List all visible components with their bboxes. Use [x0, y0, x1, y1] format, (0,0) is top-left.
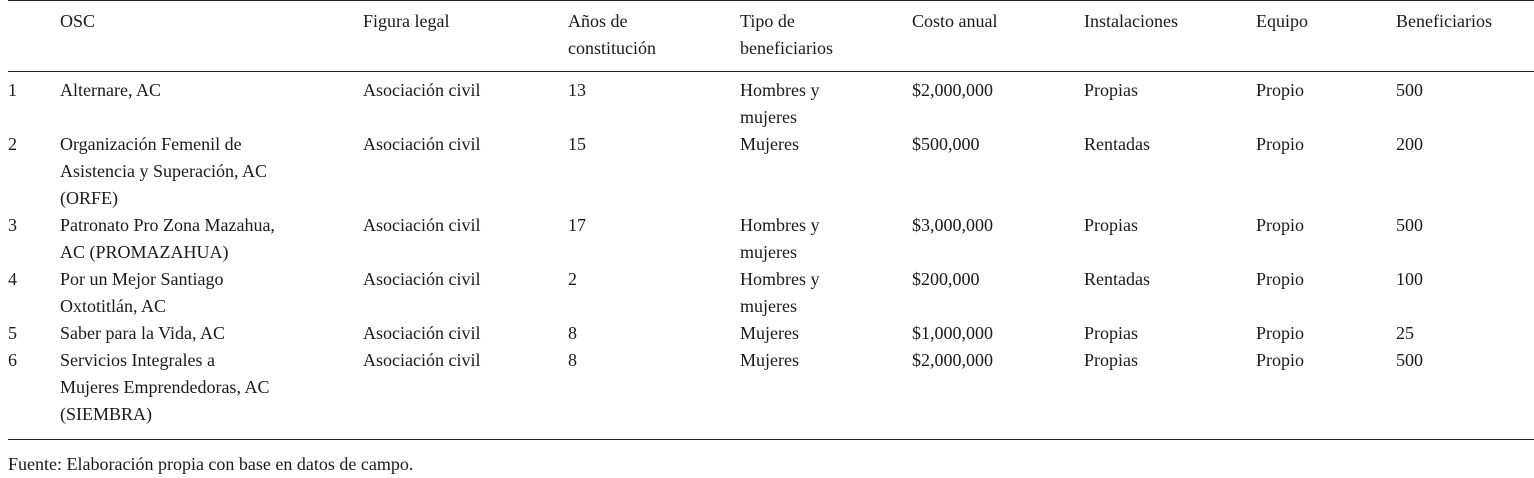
cell-tipo-beneficiarios-line: Mujeres: [740, 323, 799, 343]
header-anos-line1: Años de: [568, 11, 628, 31]
cell-figura-legal: Asociación civil: [363, 323, 481, 343]
cell-osc: [60, 347, 363, 440]
table-row: [8, 266, 1534, 320]
cell-costo-anual: $500,000: [912, 134, 980, 154]
cell-anos: 8: [568, 350, 577, 370]
cell-tipo-beneficiarios-line: mujeres: [740, 296, 797, 316]
cell-beneficiarios: 500: [1396, 350, 1423, 370]
cell-tipo-beneficiarios-line: Mujeres: [740, 134, 799, 154]
cell-num: 1: [8, 80, 17, 100]
cell-osc: [60, 266, 363, 320]
cell-anos: 17: [568, 215, 586, 235]
cell-osc: [60, 131, 363, 212]
cell-tipo-beneficiarios: [740, 72, 912, 132]
header-tipo-beneficiarios: [740, 1, 912, 72]
cell-beneficiarios: 200: [1396, 134, 1423, 154]
cell-equipo: Propio: [1256, 350, 1305, 370]
table-row: [8, 72, 1534, 132]
cell-osc-line: Por un Mejor Santiago: [60, 269, 224, 289]
cell-num: 2: [8, 134, 17, 154]
cell-tipo-beneficiarios-line: Hombres y: [740, 269, 820, 289]
cell-tipo-beneficiarios-line: mujeres: [740, 242, 797, 262]
header-instalaciones: Instalaciones: [1084, 11, 1178, 31]
cell-equipo: Propio: [1256, 80, 1305, 100]
cell-osc-line: Servicios Integrales a: [60, 350, 215, 370]
cell-figura-legal: Asociación civil: [363, 134, 481, 154]
cell-instalaciones: Propias: [1084, 80, 1138, 100]
header-tipo-line2: beneficiarios: [740, 38, 833, 58]
header-num: [8, 1, 60, 72]
cell-osc-line: Patronato Pro Zona Mazahua,: [60, 215, 275, 235]
cell-figura-legal: Asociación civil: [363, 215, 481, 235]
cell-instalaciones: Propias: [1084, 350, 1138, 370]
cell-osc-line: Organización Femenil de: [60, 134, 242, 154]
header-row: [8, 1, 1534, 72]
header-tipo-line1: Tipo de: [740, 11, 795, 31]
header-anos-line2: constitución: [568, 38, 656, 58]
cell-osc-line: Alternare, AC: [60, 80, 161, 100]
cell-instalaciones: Rentadas: [1084, 269, 1150, 289]
cell-tipo-beneficiarios-line: mujeres: [740, 107, 797, 127]
cell-osc: [60, 212, 363, 266]
cell-osc-line: Mujeres Emprendedoras, AC: [60, 377, 270, 397]
header-osc: OSC: [60, 11, 96, 31]
cell-figura-legal: Asociación civil: [363, 269, 481, 289]
cell-anos: 13: [568, 80, 586, 100]
cell-tipo-beneficiarios: [740, 212, 912, 266]
table-body: [8, 72, 1534, 440]
cell-anos: 2: [568, 269, 577, 289]
cell-beneficiarios: 500: [1396, 215, 1423, 235]
cell-figura-legal: Asociación civil: [363, 80, 481, 100]
cell-anos: 8: [568, 323, 577, 343]
cell-tipo-beneficiarios-line: Hombres y: [740, 80, 820, 100]
cell-tipo-beneficiarios-line: Mujeres: [740, 350, 799, 370]
cell-costo-anual: $3,000,000: [912, 215, 993, 235]
cell-equipo: Propio: [1256, 269, 1305, 289]
cell-tipo-beneficiarios: [740, 320, 912, 347]
cell-osc-line: AC (PROMAZAHUA): [60, 242, 229, 262]
cell-num: 5: [8, 323, 17, 343]
table-row: [8, 347, 1534, 440]
cell-equipo: Propio: [1256, 134, 1305, 154]
cell-costo-anual: $200,000: [912, 269, 980, 289]
osc-table: [8, 0, 1534, 440]
table-row: [8, 131, 1534, 212]
table-row: [8, 320, 1534, 347]
cell-figura-legal: Asociación civil: [363, 350, 481, 370]
cell-beneficiarios: 500: [1396, 80, 1423, 100]
cell-osc-line: Asistencia y Superación, AC: [60, 161, 267, 181]
cell-beneficiarios: 25: [1396, 323, 1414, 343]
header-anos-constitucion: [568, 1, 740, 72]
cell-costo-anual: $2,000,000: [912, 80, 993, 100]
cell-num: 4: [8, 269, 17, 289]
cell-osc-line: (SIEMBRA): [60, 404, 153, 424]
source-footnote: Fuente: Elaboración propia con base en datos de campo.: [8, 454, 414, 474]
cell-osc: [60, 72, 363, 132]
cell-equipo: Propio: [1256, 215, 1305, 235]
cell-equipo: Propio: [1256, 323, 1305, 343]
cell-tipo-beneficiarios: [740, 266, 912, 320]
cell-osc-line: Saber para la Vida, AC: [60, 323, 226, 343]
cell-tipo-beneficiarios-line: Hombres y: [740, 215, 820, 235]
cell-num: 6: [8, 350, 17, 370]
cell-costo-anual: $2,000,000: [912, 350, 993, 370]
cell-osc-line: (ORFE): [60, 188, 118, 208]
cell-tipo-beneficiarios: [740, 131, 912, 212]
cell-num: 3: [8, 215, 17, 235]
cell-osc: [60, 320, 363, 347]
table-header: [8, 1, 1534, 72]
cell-instalaciones: Propias: [1084, 215, 1138, 235]
header-costo-anual: Costo anual: [912, 11, 998, 31]
header-figura-legal: Figura legal: [363, 11, 450, 31]
cell-tipo-beneficiarios: [740, 347, 912, 440]
cell-beneficiarios: 100: [1396, 269, 1423, 289]
header-beneficiarios: Beneficiarios: [1396, 11, 1492, 31]
cell-instalaciones: Propias: [1084, 323, 1138, 343]
header-equipo: Equipo: [1256, 11, 1308, 31]
cell-anos: 15: [568, 134, 586, 154]
cell-instalaciones: Rentadas: [1084, 134, 1150, 154]
cell-osc-line: Oxtotitlán, AC: [60, 296, 167, 316]
table-row: [8, 212, 1534, 266]
cell-costo-anual: $1,000,000: [912, 323, 993, 343]
